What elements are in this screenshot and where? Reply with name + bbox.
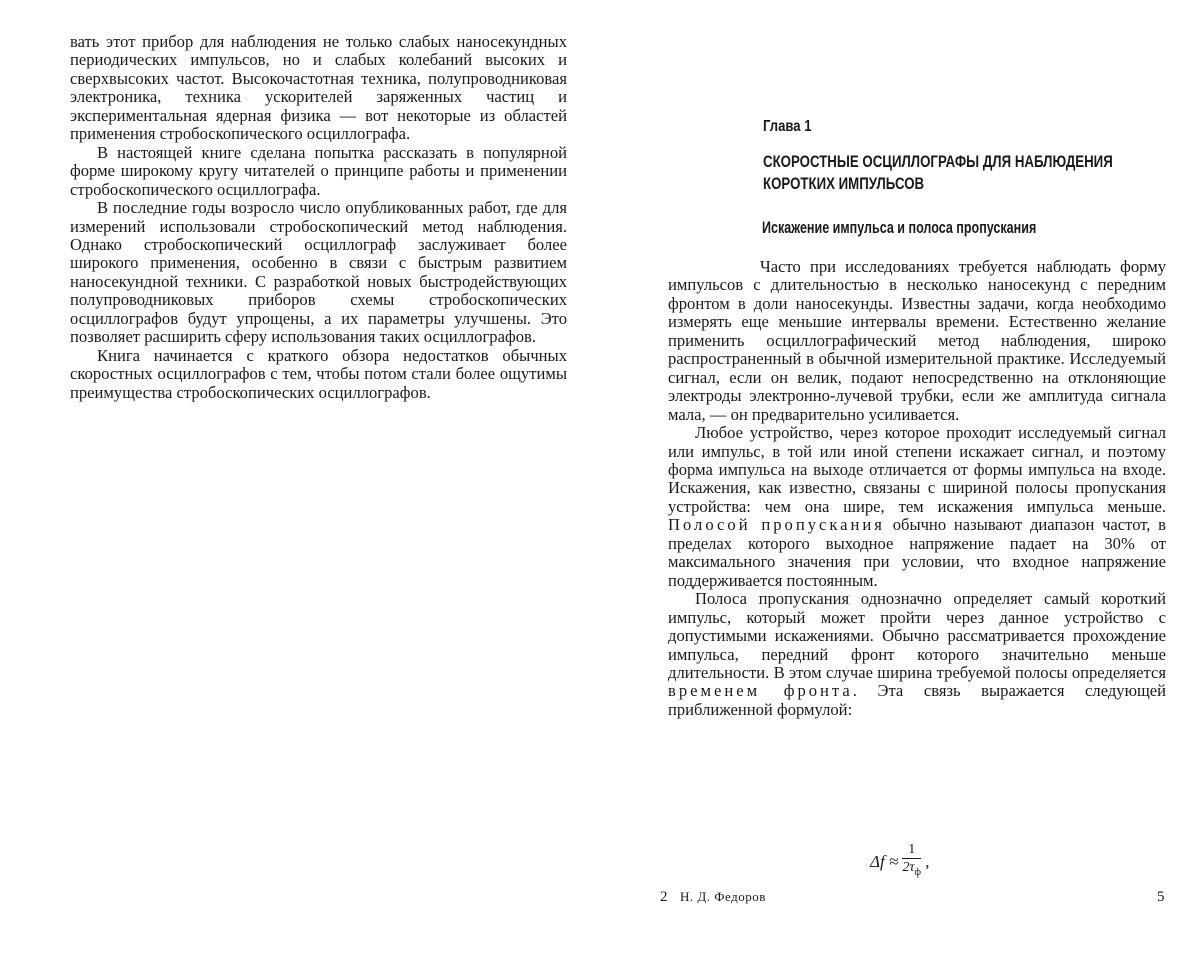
paragraph-text: . Эта связь выражается следующей приближенной формулой:: [668, 681, 1166, 719]
chapter-title-line: КОРОТКИХ ИМПУЛЬСОВ: [763, 174, 925, 193]
chapter-label: Глава 1: [763, 118, 812, 135]
signature-author: Н. Д. Федоров: [680, 889, 766, 904]
right-page: [600, 0, 1200, 961]
paragraph: вать этот прибор для наблюдения не только слабых наносекундных периодических импульсов, но и слабых колебаний высоких и сверхвысоких частот. Высокочастотная техника, полупроводниковая электроника, техника ускорителей заряженных частиц и экспериментальная ядерная физика — вот некоторые из областей применения стробоскопического осциллографа.: [70, 32, 567, 144]
paragraph-text: Полоса пропускания однозначно определяет самый короткий импульс, который может пройти через данное устройство с допустимыми искажениями. Обычно рассматривается прохождение импульса, передний фронт которого значительно меньше длительности. В этом случае ширина требуемой полосы определяется: [668, 589, 1166, 682]
formula-trailing: ,: [925, 851, 930, 871]
formula-fraction: [902, 842, 921, 882]
formula-denominator: [903, 859, 922, 882]
paragraph: В настоящей книге сделана попытка рассказать в популярной форме широкому кругу читателей о принципе работы и применении стробоскопического осциллографа.: [70, 142, 567, 199]
chapter-title: [763, 151, 1169, 195]
signature-number: 2: [660, 889, 668, 905]
chapter-title-line: СКОРОСТНЫЕ ОСЦИЛЛОГРАФЫ ДЛЯ НАБЛЮДЕНИЯ: [763, 152, 1113, 171]
right-page-body: [668, 258, 1166, 719]
left-page-body: [70, 33, 567, 402]
paragraph-text: Любое устройство, через которое проходит исследуемый сигнал или импульс, в той или иной степени искажает сигнал, и поэтому форма импульса на выходе отличается от формы импульса на входе. Искажения, как известно, связаны с шириной полосы пропускания устройства: чем она шире, тем искажения импульса меньше.: [668, 423, 1166, 516]
signature-mark: [660, 889, 766, 906]
emphasized-term: временем фронта: [668, 681, 853, 701]
emphasized-term: Полосой пропускания: [668, 515, 885, 535]
paragraph-text: обычно называют диапазон частот, в пределах которого выходное напряжение падает на 30% от максимального значения при условии, что входное напряжение поддерживается постоянным.: [668, 515, 1167, 590]
formula-denominator-base: 2τ: [902, 860, 915, 875]
formula-lhs: Δf ≈: [870, 851, 899, 871]
paragraph: Часто при исследованиях требуется наблюдать форму импульсов с длительностью в несколько наносекунд с передним фронтом в доли наносекунды. Известны задачи, когда необходимо измерять еще меньшие интервалы времени. Естественно желание применить осциллографический метод наблюдения, широко распространенный в обычной измерительной практике. Исследуемый сигнал, если он велик, подают непосредственно на отклоняющие электроды электронно-лучевой трубки, если же амплитуда сигнала мала, — он предварительно усиливается.: [668, 257, 1166, 424]
formula-denominator-sub: ф: [914, 866, 922, 878]
section-title: Искажение импульса и полоса пропускания: [762, 219, 1037, 237]
paragraph: В последние годы возросло число опубликованных работ, где для измерений использовали стробоскопический метод наблюдения. Однако стробоскопический осциллограф заслуживает более широкого применения, особенно в связи с быстрым развитием наносекундной техники. С разработкой новых быстродействующих полупроводниковых приборов схемы стробоскопических осциллографов будут упрощены, а их параметры улучшены. Это позволяет расширить сферу использования таких осциллографов.: [70, 198, 567, 347]
formula: [870, 842, 930, 882]
paragraph: [668, 424, 1166, 590]
formula-numerator: 1: [902, 842, 921, 859]
page-number: 5: [1157, 889, 1165, 905]
paragraph: [668, 590, 1166, 719]
paragraph: Книга начинается с краткого обзора недостатков обычных скоростных осциллографов с тем, чтобы потом стали более ощутимы преимущества стробоскопических осциллографов.: [70, 345, 567, 402]
